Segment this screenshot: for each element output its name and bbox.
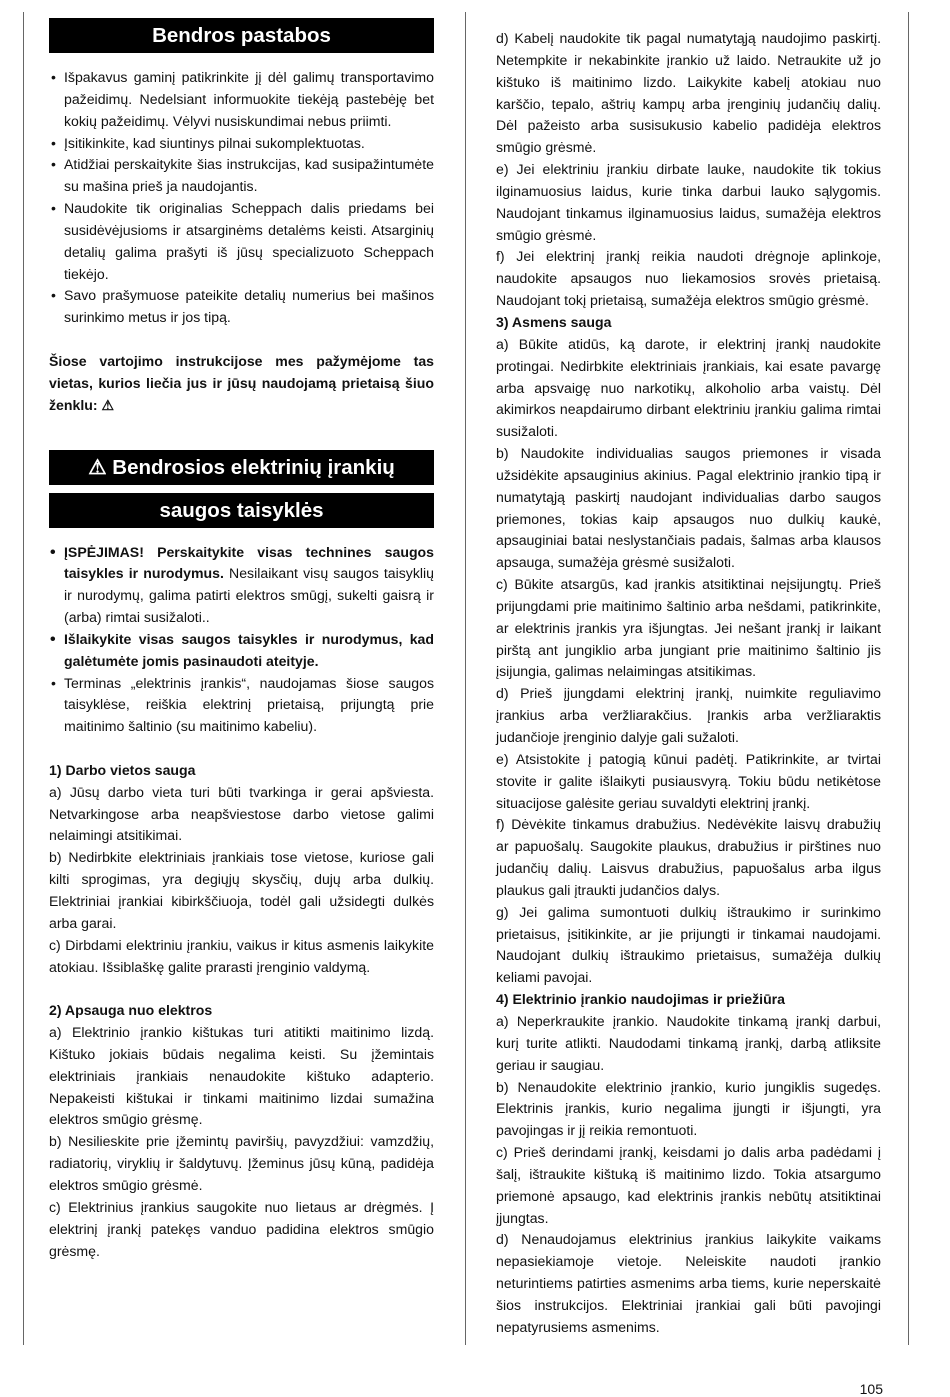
warning-symbol-note: Šiose vartojimo instrukcijose mes pažymėjome tas vietas, kurios liečia jus ir jūsų naudojamą prietaisą šiuo ženklu: ⚠	[49, 352, 434, 413]
warning-bold-text: ĮSPĖJIMAS! Perskaitykite visas technines saugos taisykles ir nurodymus.	[64, 543, 434, 582]
paragraph: g) Jei galima sumontuoti dulkių ištraukimo ir surinkimo prietaisus, įsitikinkite, ar jie prijungti ir tinkamai naudojami. Naudojant dulkių ištraukimo prietaisus, sumažėja dulkių keliami pavojai.	[496, 903, 881, 986]
section-heading-electrical-safety: 2) Apsauga nuo elektros	[49, 1002, 213, 1019]
list-item: • Išpakavus gaminį patikrinkite jį dėl galimų transportavimo pažeidimų. Nedelsiant informuokite tiekėją pastebėję bet kokių pažeidimų. Vėlyvi nusiskundimai nebus priimti.	[49, 67, 434, 133]
section-heading-tool-use-and-care: 4) Elektrinio įrankio naudojimas ir priežiūra	[496, 991, 785, 1008]
general-notes-list	[49, 67, 434, 329]
right-column	[496, 28, 881, 1339]
paragraph: b) Nedirbkite elektriniais įrankiais tose vietose, kuriose gali kilti sprogimas, yra degiųjų skysčių, dujų arba dulkių. Elektriniai įrankiai kibirkščiuoja, todėl gali užsidegti dulkės arba garai.	[49, 849, 434, 931]
column-divider-right	[908, 12, 909, 1345]
list-item: • Įsitikinkite, kad siuntinys pilnai sukomplektuotas.	[49, 133, 434, 155]
paragraph: c) Dirbdami elektriniu įrankiu, vaikus ir kitus asmenis laikykite atokiau. Išsiblaškę galite prarasti įrenginio valdymą.	[49, 936, 434, 975]
paragraph: a) Būkite atidūs, ką darote, ir elektrinį įrankį naudokite protingai. Nedirbkite elektriniais įrankiais, kai esate pavargę arba apsvaigę nuo narkotikų, alkoholio arba vaistų. Dėl akimirkos neapdairumo dirbant elektriniu įrankiu galima rimtai susižaloti.	[496, 335, 881, 440]
paragraph: a) Jūsų darbo vieta turi būti tvarkinga ir gerai apšviesta. Netvarkingose arba neapšviestose darbo vietose galimi nelaimingi atsitikimai.	[49, 783, 434, 844]
list-item: • Terminas „elektrinis įrankis“, naudojamas šiose saugos taisyklėse, reiškia elektrinį prietaisą, prijungtą prie maitinimo šaltinio (su maitinimo kabeliu).	[49, 673, 434, 739]
safety-warnings-list	[49, 542, 434, 739]
paragraph: b) Naudokite individualias saugos priemones ir visada užsidėkite apsauginius akinius. Pagal elektrinio įrankio tipą ir numatytąją paskirtį naudojant individualias darbo saugos priemones, tokias kaip apsaugos nuo dulkių kaukė, apsauginiai batai neslystančiais padais, šalmas arba klausos apsauga, sumažėja grėsmė susižaloti.	[496, 445, 881, 571]
list-item: • Savo prašymuose pateikite detalių numerius bei mašinos surinkimo metus ir jos tipą.	[49, 285, 434, 329]
paragraph: f) Dėvėkite tinkamus drabužius. Nedėvėkite laisvų drabužių ar papuošalų. Saugokite plaukus, drabužius ir pirštines nuo judančių dalių. Laisvus drabužius, papuošalus arba ilgus plaukus gali įtraukti judančios dalys.	[496, 816, 881, 898]
list-item	[49, 542, 434, 629]
paragraph: b) Nenaudokite elektrinio įrankio, kurio jungiklis sugedęs. Elektrinis įrankis, kurio negalima įjungti ir išjungti, yra pavojingas ir jį reikia remontuoti.	[496, 1078, 881, 1139]
paragraph: e) Jei elektriniu įrankiu dirbate lauke, naudokite tik tokius ilginamuosius laidus, kurie tinka darbui lauko sąlygomis. Naudojant tinkamus ilginamuosius laidus, sumažėja elektros smūgio grėsmė.	[496, 161, 881, 243]
left-column	[49, 18, 434, 1262]
paragraph: f) Jei elektrinį įrankį reikia naudoti drėgnoje aplinkoje, naudokite apsaugos nuo liekamosios srovės prietaisą. Naudojant tokį prietaisą, sumažėja elektros smūgio grėsmė.	[496, 248, 881, 309]
paragraph: a) Neperkraukite įrankio. Naudokite tinkamą įrankį darbui, kurį turite atlikti. Naudodami tinkamą įrankį, darbą atliksite geriau ir saugiau.	[496, 1012, 881, 1073]
list-item: • Naudokite tik originalias Scheppach dalis priedams bei susidėvėjusioms ir atsarginėms detalėms keisti. Atsarginių detalių galima prašyti iš jūsų specializuoto Scheppach tiekėjo.	[49, 198, 434, 285]
page-number: 105	[859, 1381, 883, 1397]
column-divider-left	[23, 12, 24, 1345]
section-banner-general-notes: Bendros pastabos	[49, 18, 434, 53]
section-heading-work-area-safety: 1) Darbo vietos sauga	[49, 761, 196, 778]
column-divider-center	[465, 12, 466, 1345]
paragraph: d) Nenaudojamus elektrinius įrankius laikykite vaikams nepasiekiamoje vietoje. Neleiskite naudoti įrankio neturintiems patirties asmenims arba tiems, kurie neperskaitė šios instrukcijos. Elektriniai įrankiai gali būti pavojingi nepatyrusiems asmenims.	[496, 1231, 881, 1335]
section-heading-personal-safety: 3) Asmens sauga	[496, 313, 612, 330]
paragraph: c) Būkite atsargūs, kad įrankis atsitiktinai neįsijungtų. Prieš prijungdami prie maitinimo šaltinio arba nešdami, patikrinkite, ar elektrinis įrankis yra išjungtas. Jei nešant įrankį ir laikant pirštą ant jungiklio arba jungiant prie maitinimo šaltinio jis įsijungia, galimas nelaimingas atsitikimas.	[496, 576, 881, 680]
section-banner-safety-rules-line2: saugos taisyklės	[49, 493, 434, 528]
paragraph: c) Prieš derindami įrankį, keisdami jo dalis arba padėdami į šalį, ištraukite kištuką iš maitinimo lizdo. Tokia atsargumo priemonė apsaugo, kad elektrinis įrankis nebūtų atsitiktinai įjungtas.	[496, 1144, 881, 1226]
warning-text: Nesilaikant visų saugos taisyklių ir nurodymų, galima patirti elektros smūgį, sukelti gaisrą ir (arba) rimtai susižaloti..	[64, 565, 434, 626]
paragraph: d) Kabelį naudokite tik pagal numatytąją naudojimo paskirtį. Netempkite ir nekabinkite įrankio už laido. Netraukite už jo kištuko iš maitinimo lizdo. Laikykite kabelį atokiau nuo karščio, tepalo, aštrių kampų arba įrenginių judančių dalių. Dėl pažeisto arba susisukusio kabelio padidėja elektros smūgio grėsmė.	[496, 30, 881, 156]
paragraph: b) Nesilieskite prie įžemintų paviršių, pavyzdžiui: vamzdžių, radiatorių, viryklių ir šaldytuvų. Įžeminus jūsų kūną, padidėja elektros smūgio grėsmė.	[49, 1133, 434, 1193]
list-item: • Išlaikykite visas saugos taisykles ir nurodymus, kad galėtumėte jomis pasinaudoti ateityje.	[49, 629, 434, 673]
paragraph: a) Elektrinio įrankio kištukas turi atitikti maitinimo lizdą. Kištuko jokiais būdais negalima keisti. Su įžemintais elektriniais įrankiais nenaudokite kištuko adapterio. Nepakeisti kištukai ir tinkami maitinimo lizdai sumažina elektros smūgio grėsmę.	[49, 1024, 434, 1128]
section-banner-safety-rules-line1: ⚠ Bendrosios elektrinių įrankių	[49, 450, 434, 485]
paragraph: e) Atsistokite į patogią kūnui padėtį. Patikrinkite, ar tvirtai stovite ir galite išlaikyti pusiausvyrą. Tokiu būdu netikėtose situacijose galėsite geriau suvaldyti elektrinį įrankį.	[496, 750, 881, 811]
paragraph: c) Elektrinius įrankius saugokite nuo lietaus ar drėgmės. Į elektrinį įrankį patekęs vanduo padidina elektros smūgio grėsmę.	[49, 1198, 434, 1259]
paragraph: d) Prieš įjungdami elektrinį įrankį, nuimkite reguliavimo įrankius arba veržliarakčius. Įrankis arba veržliaraktis judančioje įrenginio dalyje gali sužaloti.	[496, 685, 881, 745]
list-item: • Atidžiai perskaitykite šias instrukcijas, kad susipažintumėte su mašina prieš ja naudojantis.	[49, 154, 434, 198]
